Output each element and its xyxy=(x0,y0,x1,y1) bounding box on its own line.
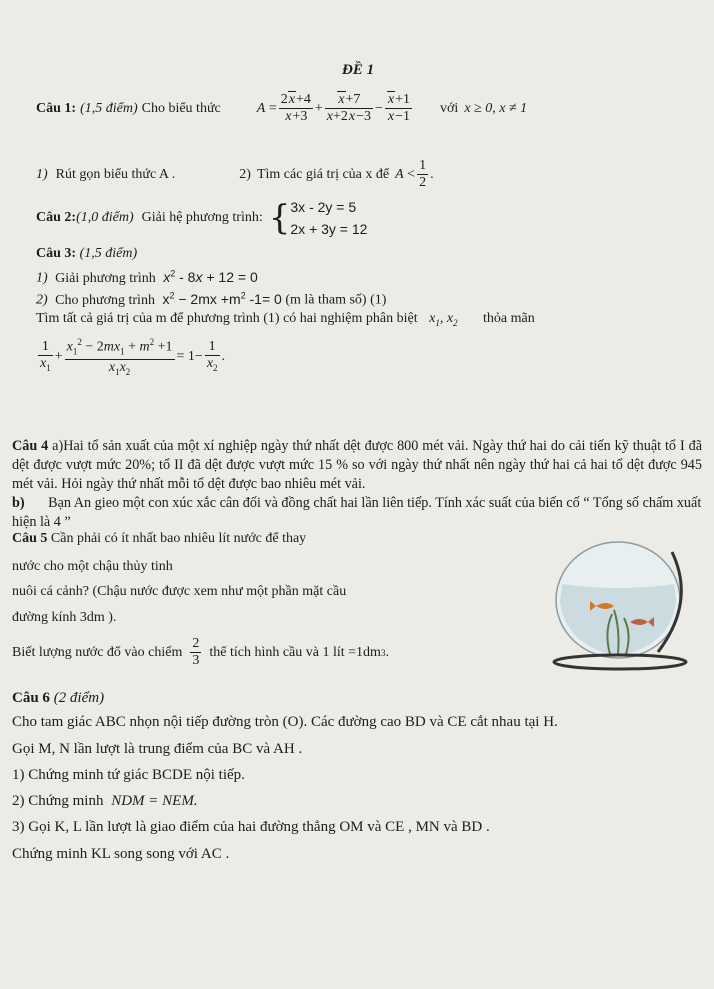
q1-line xyxy=(36,92,527,125)
q6-points: (2 điểm) xyxy=(53,690,105,706)
q3-condition-equation: $\frac{1}{x_1}$ + $\frac{x_1^2 - 2mx_1 + m^2 +1}{x_1x_2}$ = 1− $\frac{1}{x_2}$ . xyxy=(36,334,225,380)
q6-angle-equation: NDM = NEM. xyxy=(111,793,198,809)
q3-part2-equation: $x^2 - 2mx +m^2$ -1= 0 xyxy=(162,290,282,307)
q2-points: (1,0 điểm) xyxy=(76,210,134,225)
q2-label: Câu 2: xyxy=(36,210,77,225)
q6-line-2: Gọi M, N lần lượt là trung điểm của BC và AH . xyxy=(12,741,303,757)
q1-part2-text: Tìm các giá trị của x để xyxy=(256,166,390,182)
q4-part-b-label: b) xyxy=(12,495,25,511)
q3-part2-text: Cho phương trình xyxy=(55,292,155,308)
q5-text-4: đường kính 3dm ). xyxy=(12,610,117,625)
q3-heading xyxy=(36,246,137,262)
q1-part1-text: Rút gọn biểu thức A . xyxy=(55,166,176,182)
q4-part-a-text: a)Hai tổ sản xuất của một xí nghiệp ngày thứ nhất dệt được 800 mét vải. Ngày thứ hai do cải tiến kỹ thuật tổ I đã dệt được vượt mức 20%; tổ II đã dệt được vượt mức 15 % so với ngày thứ nhất nên ngày thứ hai cả hai tổ dệt được 945 mét vải. Hỏi ngày thứ nhất mỗi tổ dệt được bao nhiêu mét vải. xyxy=(12,438,702,492)
q3-part2-condition: Tìm tất cả giá trị của m để phương trình (1) có hai nghiệm phân biệt xyxy=(36,311,418,326)
q3-part2-line2 xyxy=(36,311,535,328)
q2-intro: Giải hệ phương trình: xyxy=(141,210,263,225)
q3-part1 xyxy=(36,268,258,287)
q5-fraction xyxy=(190,636,201,669)
q6-line-3: 1) Chứng minh tứ giác BCDE nội tiếp. xyxy=(12,767,245,783)
q2-system xyxy=(290,196,367,240)
q4-part-a xyxy=(12,437,702,494)
q3-roots: $x_1$, $x_2$ xyxy=(429,311,458,328)
q6-line-5: 3) Gọi K, L lần lượt là giao điểm của hai đường thẳng OM và CE , MN và BD . xyxy=(12,819,490,835)
q1-inequality: A < $\frac{1}{2}$ . xyxy=(395,158,434,190)
fish-bowl-illustration xyxy=(540,522,700,672)
q1-part1-number: 1) xyxy=(36,166,48,182)
q2-equation-1: 3x - 2y = 5 xyxy=(290,199,357,215)
q5-text-5a: Biết lượng nước đổ vào chiếm xyxy=(12,644,183,660)
q1-expression: A = $\frac{2x+4}{x+3}$ + $\frac{x+7}{x+2x-3}$ − $\frac{x+1}{x-1}$ xyxy=(256,92,411,124)
q3-satisfy: thỏa mãn xyxy=(483,311,535,326)
q3-part2-tail: (m là tham số) (1) xyxy=(285,292,387,308)
q2-equation-2: 2x + 3y = 12 xyxy=(290,221,368,237)
q3-points: (1,5 điểm) xyxy=(79,246,138,261)
q3-part2 xyxy=(36,290,386,309)
q3-part1-number: 1) xyxy=(36,270,48,286)
q6-line-4-prefix: 2) Chứng minh xyxy=(12,793,104,809)
q6-label: Câu 6 xyxy=(12,690,50,706)
q2-line xyxy=(36,196,367,240)
q5-label: Câu 5 xyxy=(12,531,48,546)
q3-part1-text: Giải phương trình xyxy=(55,270,156,286)
q5-text-5b: thể tích hình cầu và 1 lít =1dm xyxy=(209,644,381,660)
q1-condition: x ≥ 0, x ≠ 1 xyxy=(464,100,528,116)
q1-part2-number: 2) xyxy=(239,166,251,182)
q6-heading xyxy=(12,690,104,707)
q5-text-1: Cần phải có ít nhất bao nhiêu lít nước để thay xyxy=(50,531,307,546)
q1-label: Câu 1: xyxy=(36,100,77,116)
q5-fraction-num: 2 xyxy=(192,636,200,651)
q5-text-3: nuôi cá cảnh? (Chậu nước được xem như một phần mặt cầu xyxy=(12,584,347,599)
q5-text-2: nước cho một chậu thủy tinh xyxy=(12,559,173,574)
q6-line-6: Chứng minh KL song song với AC . xyxy=(12,846,230,862)
q6-line-4 xyxy=(12,793,198,810)
q1-points: (1,5 điểm) xyxy=(80,100,138,116)
q6-line-1: Cho tam giác ABC nhọn nội tiếp đường tròn (O). Các đường cao BD và CE cắt nhau tại H. xyxy=(12,714,558,730)
q2-brace: { xyxy=(268,198,291,238)
q1-condition-prefix: với xyxy=(440,100,459,116)
q5-line1 xyxy=(12,531,306,547)
q3-label: Câu 3: xyxy=(36,246,77,261)
q5-fraction-den: 3 xyxy=(192,653,200,668)
q3-part1-equation: $x^2 - 8x + 12 = 0$ xyxy=(163,268,258,285)
exam-title: ĐỀ 1 xyxy=(342,62,375,78)
q4-part-b-text: Bạn An gieo một con xúc xắc cân đối và đồng chất hai lần liên tiếp. Tính xác suất của biến cố “ Tổng số chấm xuất hiện là 4 ” xyxy=(12,495,702,530)
q4-label: Câu 4 xyxy=(12,438,49,454)
q5-line5: Biết lượng nước đổ vào chiếm $\frac{2}{3}$ thể tích hình cầu và 1 lít =1dm 3 . xyxy=(12,636,389,668)
q1-intro: Cho biểu thức xyxy=(141,100,221,116)
q3-part2-number: 2) xyxy=(36,292,48,308)
q1-parts xyxy=(36,158,434,191)
